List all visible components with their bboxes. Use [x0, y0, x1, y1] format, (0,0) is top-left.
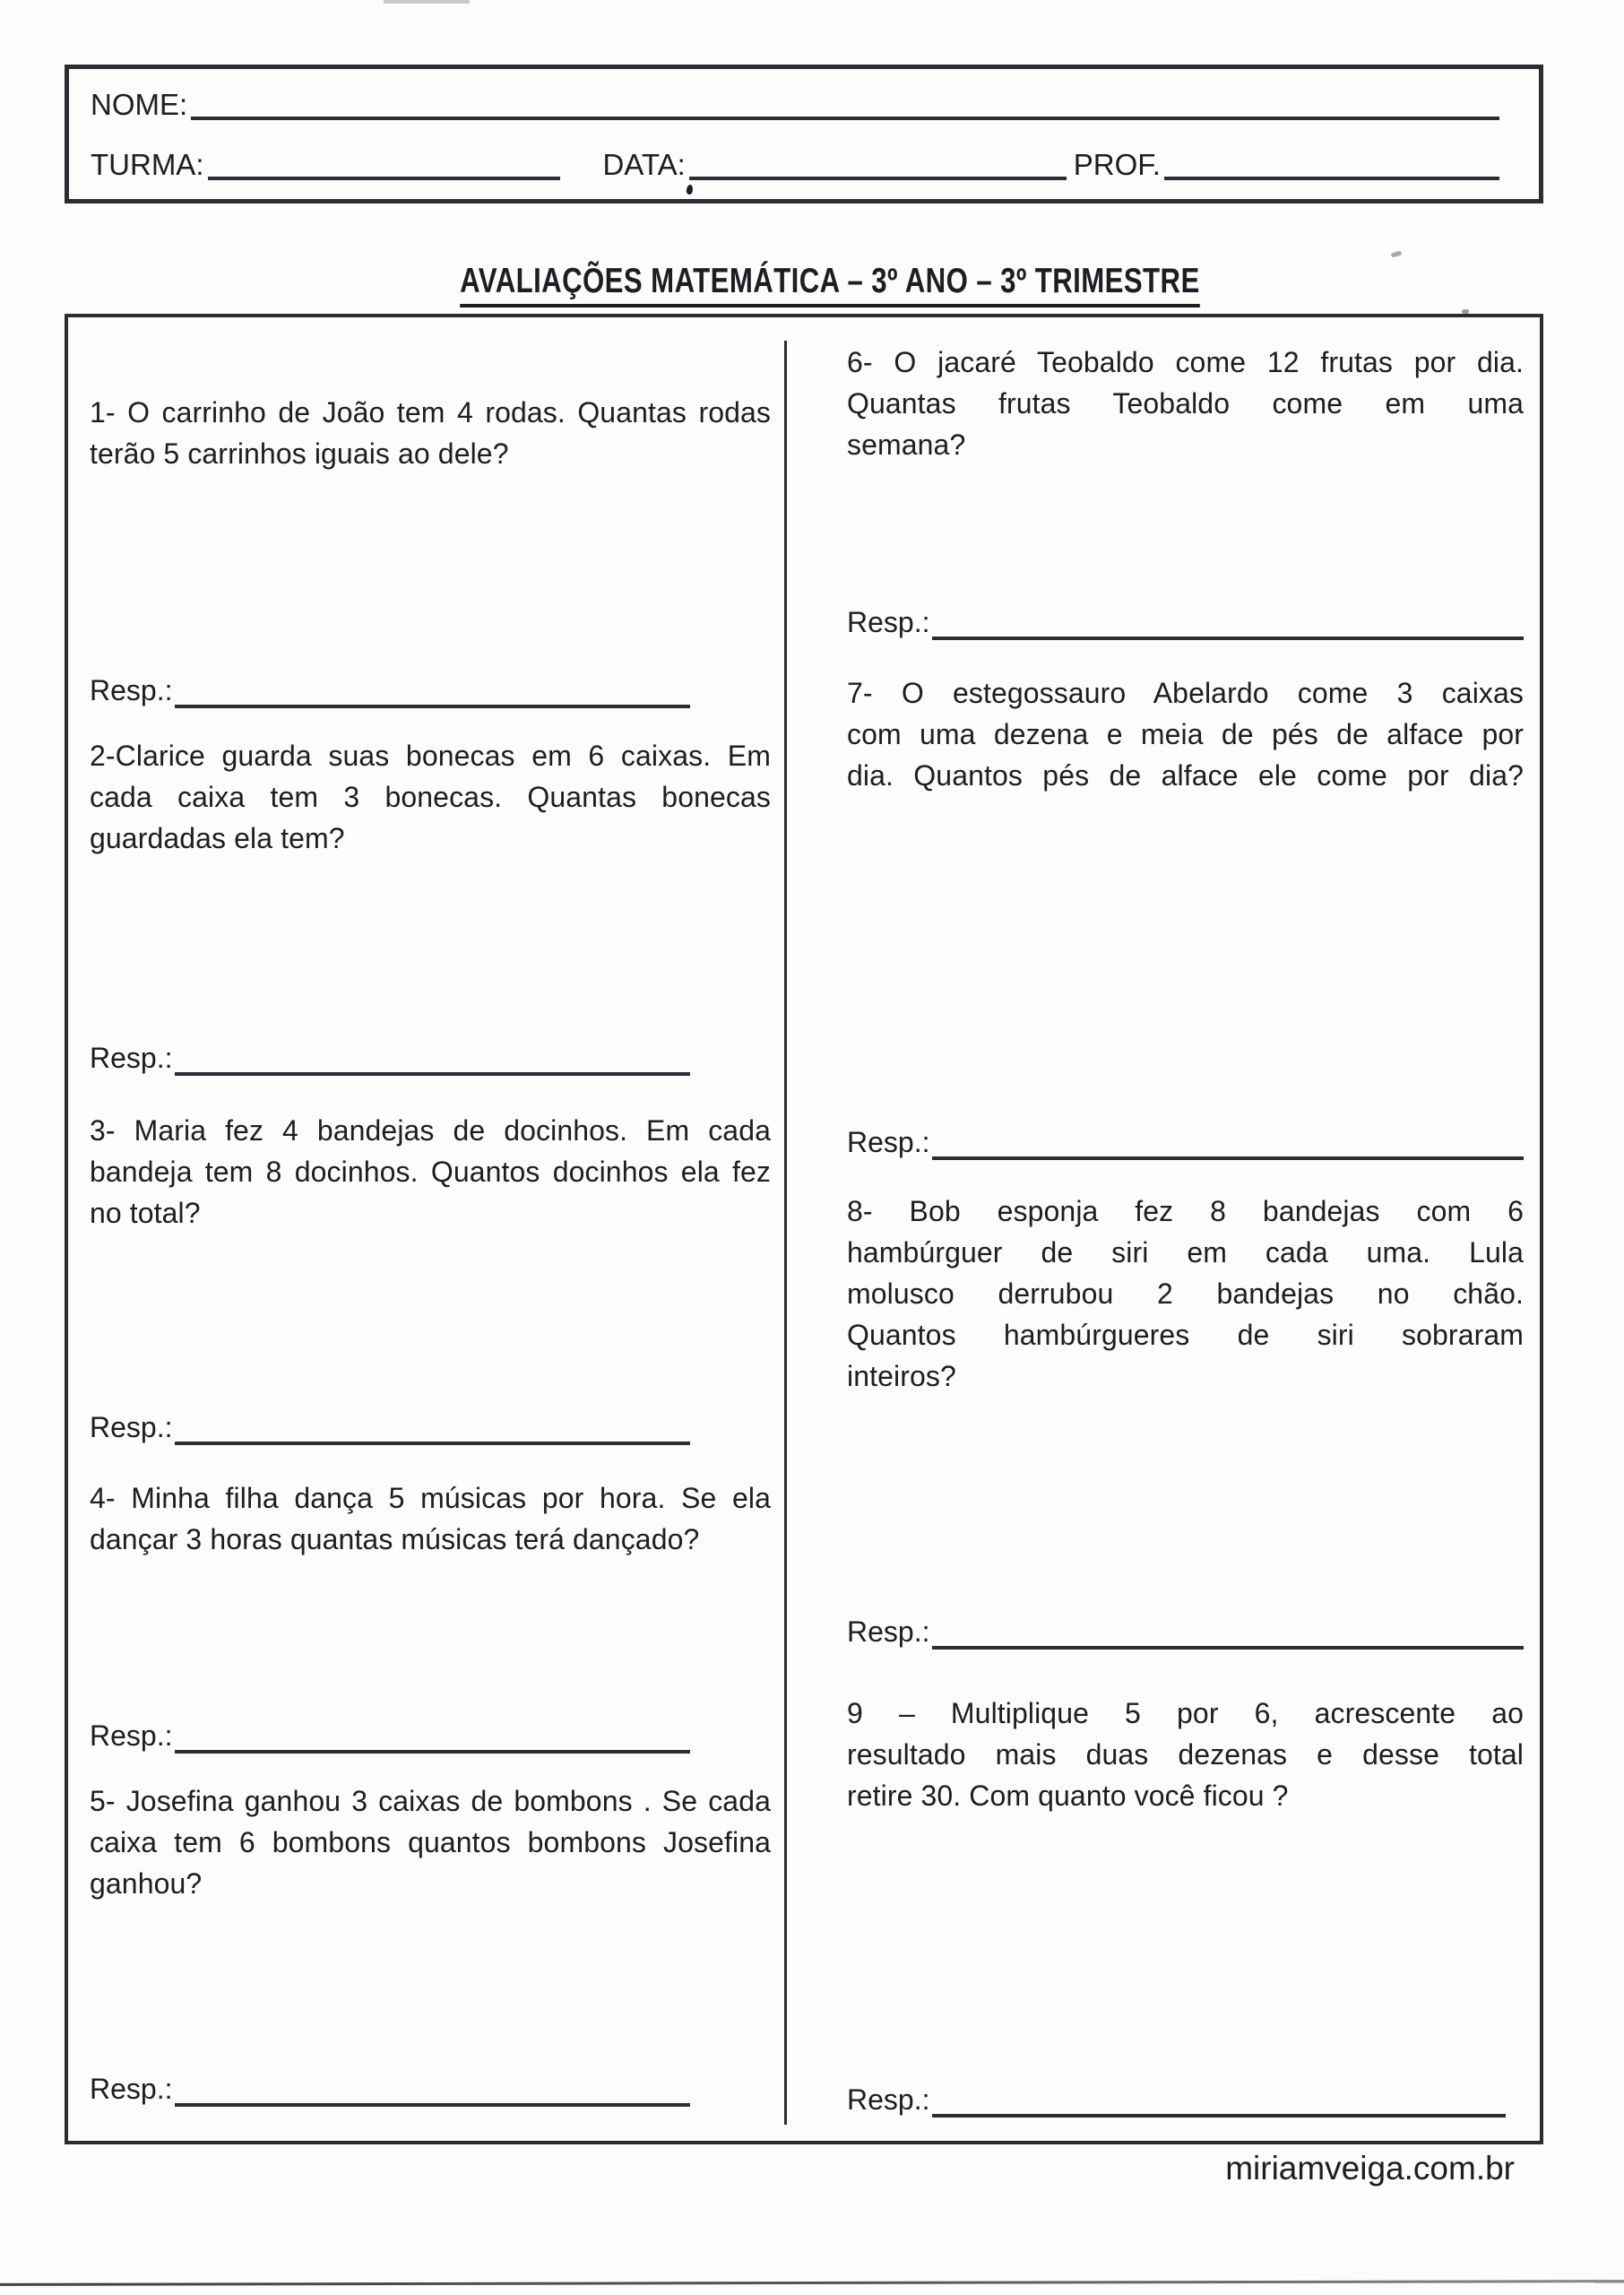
page-title: AVALIAÇÕES MATEMÁTICA – 3º ANO – 3º TRIMESTRE — [460, 262, 1199, 307]
question-9: 9 – Multiplique 5 por 6, acrescente ao resultado mais duas dezenas e desse total retire 30. Com quanto você ficou ? — [847, 1697, 1524, 1812]
column-divider — [784, 341, 787, 2125]
answer-blank-line-4 — [175, 1723, 690, 1754]
scan-line-artifact — [0, 2280, 1624, 2286]
question-2: 2-Clarice guarda suas bonecas em 6 caixas. Em cada caixa tem 3 bonecas. Quantas bonecas guardadas ela tem? — [90, 740, 771, 854]
question-1: 1- O carrinho de João tem 4 rodas. Quantas rodas terão 5 carrinhos iguais ao dele? — [90, 396, 771, 470]
resp-label: Resp.: — [90, 2073, 173, 2105]
resp-label: Resp.: — [90, 674, 173, 706]
answer-blank-line-5 — [175, 2076, 690, 2107]
answer-blank-line-8 — [932, 1619, 1524, 1650]
prof-label: PROF. — [1073, 148, 1161, 181]
answer-row-8 — [847, 1610, 1524, 1651]
answer-row-4 — [90, 1714, 690, 1755]
data-label: DATA: — [602, 148, 686, 181]
answer-blank-line-2 — [175, 1045, 690, 1076]
scan-speck — [384, 0, 470, 4]
turma-data-prof-row — [91, 142, 1499, 183]
resp-label: Resp.: — [847, 1126, 930, 1158]
answer-blank-line-7 — [932, 1130, 1524, 1160]
title-row — [36, 262, 1624, 307]
answer-row-3 — [90, 1406, 690, 1447]
prof-blank-line — [1164, 150, 1499, 180]
resp-label: Resp.: — [90, 1042, 173, 1074]
resp-label: Resp.: — [847, 606, 930, 638]
nome-label: NOME: — [91, 88, 188, 121]
answer-blank-line-9 — [932, 2087, 1506, 2117]
question-6: 6- O jacaré Teobaldo come 12 frutas por dia. Quantas frutas Teobaldo come em uma semana? — [847, 346, 1524, 461]
turma-blank-line — [208, 150, 560, 180]
question-5: 5- Josefina ganhou 3 caixas de bombons . Se cada caixa tem 6 bombons quantos bombons Josefina ganhou? — [90, 1785, 771, 1900]
answer-row-5 — [90, 2067, 690, 2109]
question-7: 7- O estegossauro Abelardo come 3 caixas com uma dezena e meia de pés de alface por dia. Quantos pés de alface ele come por dia? — [847, 677, 1524, 792]
answer-row-2 — [90, 1036, 690, 1078]
data-blank-line — [689, 150, 1067, 180]
nome-row — [91, 82, 1499, 123]
question-3: 3- Maria fez 4 bandejas de docinhos. Em cada bandeja tem 8 docinhos. Quantos docinhos ela fez no total? — [90, 1114, 771, 1229]
question-4: 4- Minha filha dança 5 músicas por hora. Se ela dançar 3 horas quantas músicas terá dançado? — [90, 1482, 771, 1555]
answer-blank-line-6 — [932, 610, 1524, 640]
answer-row-7 — [847, 1121, 1524, 1162]
student-info-box — [65, 65, 1543, 204]
answer-row-9 — [847, 2078, 1506, 2119]
scan-speck — [1391, 251, 1403, 258]
answer-blank-line-1 — [175, 678, 690, 708]
answer-row-1 — [90, 669, 690, 710]
nome-blank-line — [191, 90, 1499, 120]
website-credit: miriamveiga.com.br — [1225, 2150, 1515, 2187]
resp-label: Resp.: — [90, 1411, 173, 1443]
resp-label: Resp.: — [847, 1615, 930, 1648]
question-8: 8- Bob esponja fez 8 bandejas com 6 hambúrguer de siri em cada uma. Lula molusco derrubou 2 bandejas no chão. Quantos hambúrgueres de siri sobraram inteiros? — [847, 1195, 1524, 1392]
turma-label: TURMA: — [91, 148, 204, 181]
resp-label: Resp.: — [90, 1719, 173, 1752]
answer-row-6 — [847, 601, 1524, 642]
answer-blank-line-3 — [175, 1415, 690, 1445]
resp-label: Resp.: — [847, 2083, 930, 2116]
